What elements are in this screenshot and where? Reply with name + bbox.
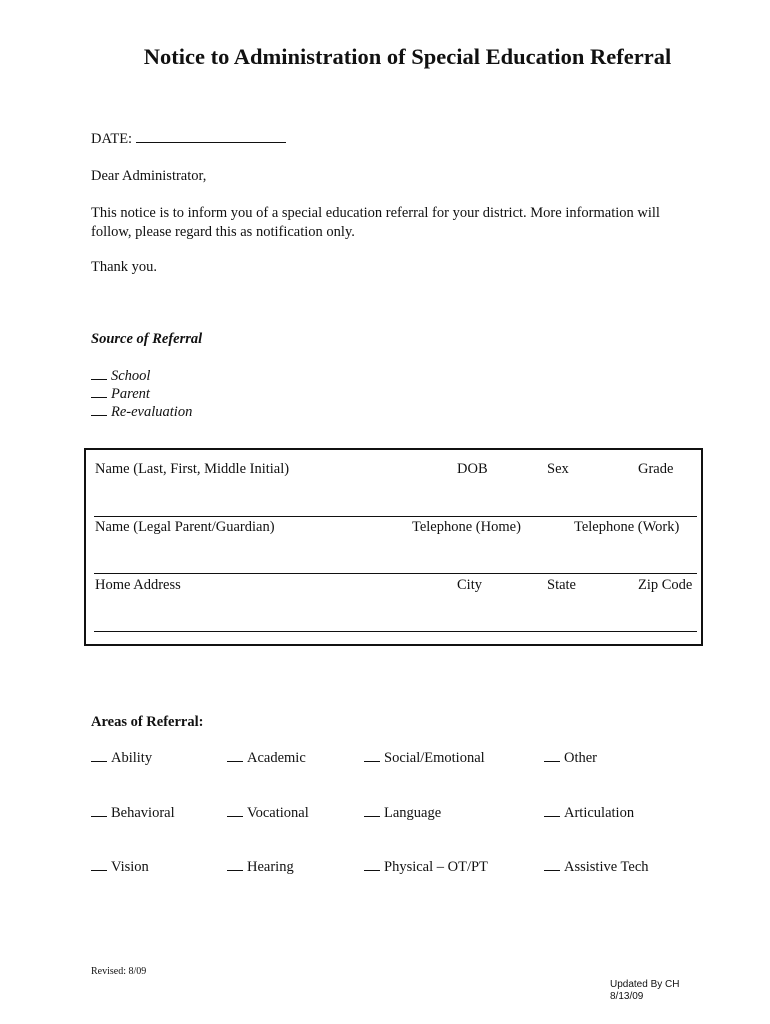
field-line-address[interactable] [94,631,697,632]
checkbox-blank[interactable] [91,858,107,871]
checkbox-blank[interactable] [544,804,560,817]
area-academic[interactable]: Academic [227,749,306,767]
notice-line-2: follow, please regard this as notification only. [91,223,355,240]
area-articulation[interactable]: Articulation [544,804,634,822]
date-line [91,130,286,149]
date-field[interactable] [136,130,286,143]
checkbox-blank[interactable] [544,749,560,762]
areas-heading: Areas of Referral: [91,714,204,730]
source-option-school[interactable]: School [91,367,150,386]
label-parent-name: Name (Legal Parent/Guardian) [95,519,275,535]
updated-note [610,979,679,1003]
area-physical-ot-pt[interactable]: Physical – OT/PT [364,858,488,876]
updated-by: Updated By CH [610,979,680,990]
date-label: DATE: [91,131,133,147]
area-language[interactable]: Language [364,804,441,822]
notice-paragraph [91,204,731,241]
checkbox-blank[interactable] [91,804,107,817]
label-dob: DOB [457,461,488,477]
checkbox-blank[interactable] [544,858,560,871]
area-vocational[interactable]: Vocational [227,804,309,822]
updated-date: 8/13/09 [610,991,644,1002]
source-heading: Source of Referral [91,331,203,347]
label-telephone-home: Telephone (Home) [412,519,521,535]
checkbox-blank[interactable] [227,804,243,817]
checkbox-blank[interactable] [364,749,380,762]
document-title: Notice to Administration of Special Education Referral [143,44,672,69]
area-social-emotional[interactable]: Social/Emotional [364,749,485,767]
source-option-parent[interactable]: Parent [91,385,150,404]
area-vision[interactable]: Vision [91,858,149,876]
label-zip-code: Zip Code [638,577,693,593]
area-other[interactable]: Other [544,749,597,767]
checkbox-blank[interactable] [91,367,107,380]
area-assistive-tech[interactable]: Assistive Tech [544,858,649,876]
checkbox-blank[interactable] [227,749,243,762]
label-grade: Grade [638,461,674,477]
label-student-name: Name (Last, First, Middle Initial) [95,461,290,477]
field-line-parent[interactable] [94,573,697,574]
label-city: City [457,577,482,593]
salutation: Dear Administrator, [91,168,207,184]
label-home-address: Home Address [95,577,181,593]
student-info-box [84,448,703,646]
thanks-text: Thank you. [91,259,158,275]
checkbox-blank[interactable] [364,804,380,817]
area-ability[interactable]: Ability [91,749,152,767]
checkbox-blank[interactable] [91,385,107,398]
label-telephone-work: Telephone (Work) [574,519,680,535]
label-state: State [547,577,576,593]
area-hearing[interactable]: Hearing [227,858,294,876]
source-option-reevaluation[interactable]: Re-evaluation [91,403,192,422]
field-line-student[interactable] [94,516,697,517]
checkbox-blank[interactable] [91,403,107,416]
label-sex: Sex [547,461,569,477]
notice-line-1: This notice is to inform you of a special education referral for your district. More information will [91,205,660,221]
checkbox-blank[interactable] [364,858,380,871]
checkbox-blank[interactable] [91,749,107,762]
revised-note: Revised: 8/09 [91,966,147,977]
area-behavioral[interactable]: Behavioral [91,804,175,822]
checkbox-blank[interactable] [227,858,243,871]
